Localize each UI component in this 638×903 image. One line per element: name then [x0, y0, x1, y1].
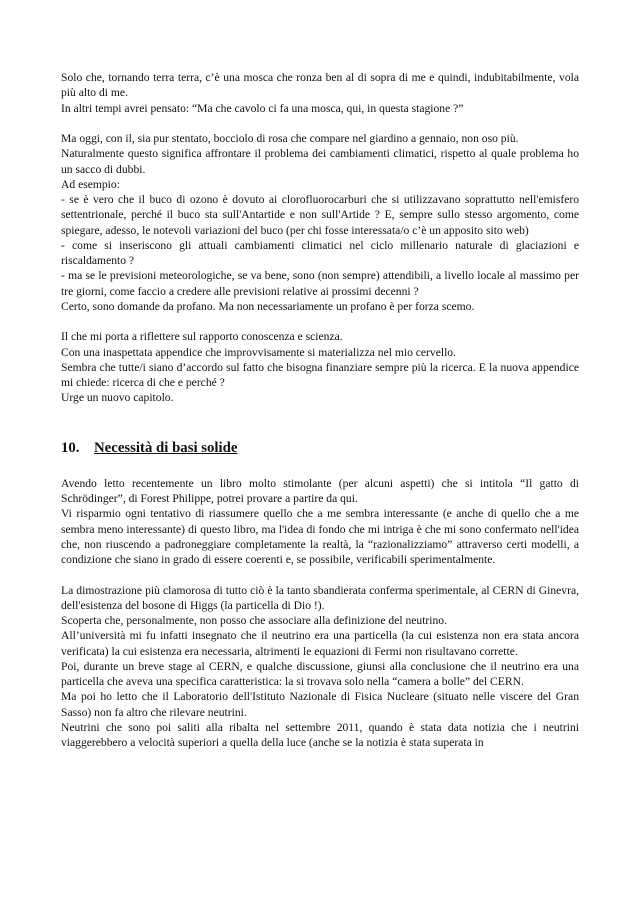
list-item: - ma se le previsioni meteorologiche, se va bene, sono (non sempre) attendibili, a livello locale al massimo per tre giorni, come faccio a credere alle previsioni relative ai prossimi decenni ? — [61, 269, 579, 298]
paragraph: Vi risparmio ogni tentativo di riassumere quello che a me sembra interessante (e anche di quello che a me sembra meno interessante) di questo libro, ma l'idea di fondo che mi intriga è che mi sono confermato nell'idea che, non riuscendo a padroneggiare completamente la realtà, la “razionalizziamo” attraverso certi modelli, a condizione che siano in grado di essere coerenti e, se possibile, verificabili sperimentalmente. — [61, 507, 579, 566]
paragraph-gap — [61, 116, 579, 131]
paragraph: La dimostrazione più clamorosa di tutto ciò è la tanto sbandierata conferma sperimentale, al CERN di Ginevra, dell'esistenza del bosone di Higgs (la particella di Dio !). — [61, 583, 579, 612]
paragraph: Certo, sono domande da profano. Ma non necessariamente un profano è per forza scemo. — [61, 299, 475, 313]
paragraph: Ma oggi, con il, sia pur stentato, bocciolo di rosa che compare nel giardino a gennaio, non oso più. — [61, 132, 519, 145]
paragraph: Solo che, tornando terra terra, c’è una mosca che ronza ben al di sopra di me e quindi, indubitabilmente, vola più alto di me. — [61, 71, 579, 100]
document-page — [61, 70, 579, 750]
paragraph: Neutrini che sono poi saliti alla ribalta nel settembre 2011, quando è stata data notizia che i neutrini viaggerebbero a velocità superiori a quella della luce (anche se la notizia è stata superata in — [61, 720, 579, 749]
section-title: Necessità di basi solide — [94, 439, 238, 456]
paragraph: Ma poi ho letto che il Laboratorio dell'Istituto Nazionale di Fisica Nucleare (situato nelle viscere del Gran Sasso) non fa altro che rilevare neutrini. — [61, 690, 579, 719]
paragraph: Ad esempio: — [61, 177, 120, 191]
section-number: 10. — [61, 439, 80, 456]
list-item: - come si inseriscono gli attuali cambiamenti climatici nel ciclo millenario naturale di glaciazioni e riscaldamento ? — [61, 238, 579, 267]
section-heading — [61, 437, 579, 461]
paragraph: Con una inaspettata appendice che improvvisamente si materializza nel mio cervello. — [61, 345, 457, 359]
paragraph-gap — [61, 314, 579, 329]
paragraph: Scoperta che, personalmente, non posso che associare alla definizione del neutrino. — [61, 614, 447, 627]
paragraph-gap — [61, 461, 579, 476]
paragraph: All’università mi fu infatti insegnato che il neutrino era una particella (la cui esistenza non era stata ancora verificata) la cui esistenza era necessaria, altrimenti le equazioni di Fermi non risultavano corrette. — [61, 629, 579, 658]
paragraph: Naturalmente questo significa affrontare il problema dei cambiamenti climatici, rispetto al quale problema ho un sacco di dubbi. — [61, 147, 579, 176]
paragraph-gap — [61, 567, 579, 582]
section-gap — [61, 406, 579, 437]
paragraph: In altri tempi avrei pensato: “Ma che cavolo ci fa una mosca, qui, in questa stagione ?” — [61, 101, 464, 115]
paragraph: Sembra che tutte/i siano d’accordo sul fatto che bisogna finanziare sempre più la ricerca. E la nuova appendice mi chiede: ricerca di che e perché ? — [61, 360, 579, 389]
paragraph: Urge un nuovo capitolo. — [61, 391, 174, 405]
paragraph: Poi, durante un breve stage al CERN, e qualche discussione, giunsi alla conclusione che il neutrino era una particella che aveva una specifica caratteristica: la si trovava solo nella “camera a bolle” del CERN. — [61, 659, 579, 688]
list-item: - se è vero che il buco di ozono è dovuto ai clorofluorocarburi che si utilizzavano soprattutto nell'emisfero settentrionale, perché il buco sta sull'Antartide e non sull'Artide ? E, sempre sullo stesso argomento, come spiegare, adesso, le notevoli variazioni del buco (per chi fosse interessata/o c’è un apposito sito web) — [61, 193, 579, 237]
paragraph: Avendo letto recentemente un libro molto stimolante (per alcuni aspetti) che si intitola “Il gatto di Schrödinger”, di Forest Philippe, potrei provare a partire da qui. — [61, 476, 579, 505]
paragraph: Il che mi porta a riflettere sul rapporto conoscenza e scienza. — [61, 330, 343, 344]
